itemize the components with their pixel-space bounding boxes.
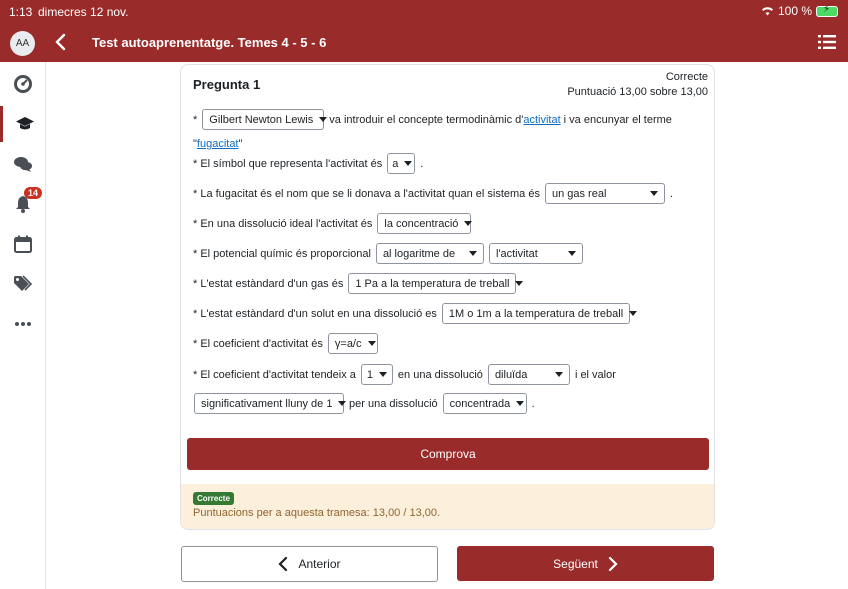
correct-badge: Correcte (193, 492, 234, 505)
tags-icon (13, 274, 33, 294)
sidebar-item-courses[interactable] (0, 106, 46, 142)
battery-label: 100 % (777, 4, 812, 18)
select-symbol[interactable] (387, 153, 415, 174)
line-text: * El potencial químic és proporcional (193, 247, 371, 260)
dashboard-icon (13, 74, 33, 94)
line-text: per una dissolució (349, 397, 438, 410)
quote-close: " (238, 138, 243, 150)
select-value: γ=a/c (334, 337, 362, 350)
caret-down-icon (555, 372, 563, 377)
question-title: Pregunta 1 (193, 77, 261, 92)
select-value: significativament lluny de 1 (201, 397, 333, 410)
question-score: Puntuació 13,00 sobre 13,00 (567, 86, 708, 98)
question-line-3 (193, 183, 673, 204)
sidebar-item-more[interactable] (0, 306, 46, 342)
line-text: . (669, 187, 674, 200)
question-line-4 (193, 213, 476, 234)
select-value: 1M o 1m a la temperatura de treball (448, 307, 624, 320)
notification-badge: 14 (24, 187, 42, 199)
avatar[interactable]: AA (10, 31, 35, 56)
next-label: Següent (553, 556, 598, 571)
question-line-1b (193, 137, 242, 151)
select-tends-to[interactable] (361, 364, 393, 385)
question-line-1 (193, 109, 677, 130)
feedback-panel (181, 484, 715, 530)
question-line-8 (193, 333, 383, 354)
caret-down-icon (629, 311, 637, 316)
select-ideal-solution[interactable] (377, 213, 471, 234)
select-value: 1 Pa a la temperatura de treball (355, 277, 510, 290)
line-text: va introduir el concepte termodinàmic d' (329, 113, 524, 126)
question-line-5 (193, 243, 588, 264)
sidebar-item-notifications[interactable] (0, 186, 46, 222)
status-date: dimecres 12 nov. (38, 5, 129, 19)
select-far-from[interactable] (194, 393, 344, 414)
line-text: i va encunyar el terme (563, 113, 672, 126)
status-bar (0, 0, 848, 24)
calendar-icon (13, 234, 33, 254)
question-line-7 (193, 303, 635, 324)
line-text: . (531, 397, 535, 410)
sidebar-item-messages[interactable] (0, 146, 46, 182)
question-card (180, 64, 715, 530)
caret-down-icon (650, 191, 658, 196)
caret-down-icon (516, 401, 524, 406)
caret-down-icon (379, 372, 387, 377)
sidebar-item-tags[interactable] (0, 266, 46, 302)
caret-down-icon (368, 341, 376, 346)
menu-button[interactable] (818, 34, 836, 50)
graduation-cap-icon (15, 114, 35, 134)
caret-down-icon (469, 251, 477, 256)
previous-label: Anterior (298, 557, 341, 571)
select-value: concentrada (449, 397, 511, 410)
battery-icon (816, 6, 838, 17)
select-value: un gas real (551, 187, 607, 200)
line-text: en una dissolució (397, 368, 483, 381)
select-value: la concentració (384, 217, 459, 230)
wifi-icon (761, 6, 774, 16)
list-icon (818, 34, 836, 50)
line-text: * L'estat estàndard d'un solut en una dissolució es (193, 307, 437, 320)
caret-down-icon (338, 401, 346, 406)
next-button[interactable] (457, 546, 714, 581)
quote-open: " (193, 138, 197, 150)
select-fugacity[interactable] (545, 183, 665, 204)
chevron-left-icon (54, 33, 66, 51)
select-value: Gilbert Newton Lewis (209, 113, 314, 126)
line-text: * El símbol que representa l'activitat és (193, 157, 383, 170)
previous-button[interactable] (181, 546, 438, 582)
select-gas-standard[interactable] (348, 273, 516, 294)
line-text: * La fugacitat és el nom que se li donava a l'activitat quan el sistema és (193, 187, 540, 200)
line-text: * En una dissolució ideal l'activitat és (193, 217, 373, 230)
chat-icon (13, 154, 33, 174)
page-title: Test autoaprenentatge. Temes 4 - 5 - 6 (92, 35, 327, 50)
back-button[interactable] (54, 30, 74, 54)
chevron-left-icon (278, 557, 288, 571)
question-state: Correcte (665, 71, 708, 83)
caret-down-icon (464, 221, 472, 226)
sidebar-item-dashboard[interactable] (0, 66, 46, 102)
select-dilute[interactable] (488, 364, 570, 385)
select-proportional-2[interactable] (489, 243, 583, 264)
caret-down-icon (404, 161, 412, 166)
question-line-2 (193, 153, 423, 174)
caret-down-icon (319, 117, 327, 122)
select-proportional[interactable] (376, 243, 484, 264)
question-line-9 (193, 364, 621, 385)
caret-down-icon (515, 281, 523, 286)
bullet: * (193, 113, 198, 126)
check-button[interactable]: Comprova (187, 438, 709, 470)
select-solute-standard[interactable] (442, 303, 630, 324)
line-text: * El coeficient d'activitat tendeix a (193, 368, 356, 381)
status-time: 1:13 (9, 5, 33, 19)
line-text: * L'estat estàndard d'un gas és (193, 277, 344, 290)
link-fugacitat[interactable]: fugacitat (196, 138, 239, 150)
line-text: * El coeficient d'activitat és (193, 337, 323, 350)
line-text: . (420, 157, 424, 170)
sidebar-item-calendar[interactable] (0, 226, 46, 262)
status-right (761, 4, 838, 18)
select-value: l'activitat (495, 247, 538, 260)
select-value: al logaritme de (382, 247, 456, 260)
app-header (0, 24, 848, 62)
more-icon (13, 314, 33, 334)
select-value: diluïda (494, 368, 528, 381)
select-scientist[interactable] (202, 109, 324, 130)
link-activitat[interactable]: activitat (523, 113, 561, 126)
question-line-10 (194, 393, 535, 414)
line-text: i el valor (574, 368, 616, 381)
chevron-right-icon (608, 557, 618, 571)
question-info (567, 70, 708, 100)
feedback-text: Puntuacions per a aquesta tramesa: 13,00 / 13,00. (193, 507, 441, 519)
caret-down-icon (568, 251, 576, 256)
sidebar (0, 62, 46, 589)
select-value: a (392, 157, 399, 170)
question-line-6 (193, 273, 521, 294)
select-coefficient[interactable] (328, 333, 378, 354)
select-value: 1 (366, 368, 374, 381)
select-concentrated[interactable] (443, 393, 527, 414)
